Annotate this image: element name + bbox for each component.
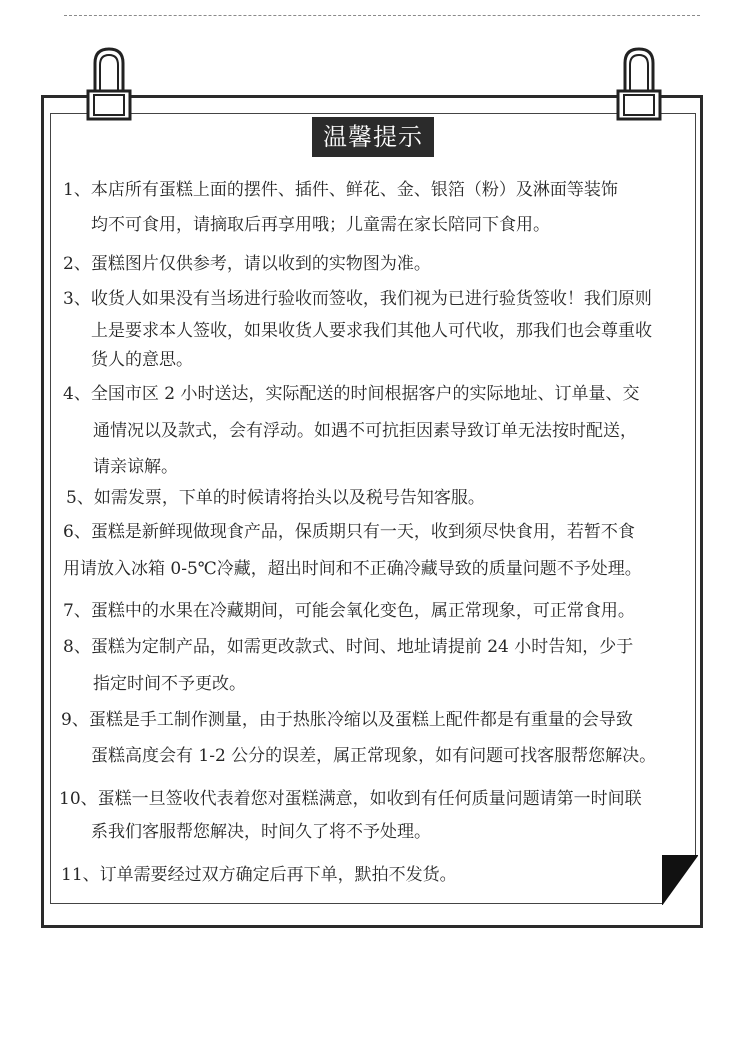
note-1-line-2: 均不可食用，请摘取后再享用哦；儿童需在家长陪同下食用。 bbox=[91, 215, 550, 235]
notice-title: 温馨提示 bbox=[312, 117, 434, 157]
note-9-line-1: 9、蛋糕是手工制作测量，由于热胀冷缩以及蛋糕上配件都是有重量的会导致 bbox=[61, 710, 633, 730]
note-10-line-2: 系我们客服帮您解决，时间久了将不予处理。 bbox=[91, 822, 431, 842]
note-11-line-1: 11、订单需要经过双方确定后再下单，默拍不发货。 bbox=[61, 865, 457, 885]
note-7-line-1: 7、蛋糕中的水果在冷藏期间，可能会氧化变色，属正常现象，可正常食用。 bbox=[63, 601, 635, 621]
note-3-line-1: 3、收货人如果没有当场进行验收而签收，我们视为已进行验货签收！我们原则 bbox=[63, 289, 652, 309]
note-6-line-2: 用请放入冰箱 0-5℃冷藏，超出时间和不正确冷藏导致的质量问题不予处理。 bbox=[63, 559, 642, 579]
note-9-line-2: 蛋糕高度会有 1-2 公分的误差，属正常现象，如有问题可找客服帮您解决。 bbox=[91, 746, 657, 766]
note-6-line-1: 6、蛋糕是新鲜现做现食产品，保质期只有一天，收到须尽快食用，若暂不食 bbox=[63, 522, 635, 542]
note-5-line-1: 5、如需发票，下单的时候请将抬头以及税号告知客服。 bbox=[66, 488, 485, 508]
note-1-line-1: 1、本店所有蛋糕上面的摆件、插件、鲜花、金、银箔（粉）及淋面等装饰 bbox=[63, 180, 618, 200]
note-3-line-3: 货人的意思。 bbox=[91, 350, 193, 370]
note-2-line-1: 2、蛋糕图片仅供参考，请以收到的实物图为准。 bbox=[63, 254, 431, 274]
note-3-line-2: 上是要求本人签收，如果收货人要求我们其他人可代收，那我们也会尊重收 bbox=[91, 321, 652, 341]
note-4-line-3: 请亲谅解。 bbox=[93, 457, 178, 477]
note-8-line-2: 指定时间不予更改。 bbox=[93, 674, 246, 694]
note-8-line-1: 8、蛋糕为定制产品，如需更改款式、时间、地址请提前 24 小时告知，少于 bbox=[63, 637, 634, 657]
note-10-line-1: 10、蛋糕一旦签收代表着您对蛋糕满意，如收到有任何质量问题请第一时间联 bbox=[59, 789, 642, 809]
note-4-line-1: 4、全国市区 2 小时送达，实际配送的时间根据客户的实际地址、订单量、交 bbox=[63, 384, 640, 404]
note-4-line-2: 通情况以及款式，会有浮动。如遇不可抗拒因素导致订单无法按时配送， bbox=[93, 421, 637, 441]
